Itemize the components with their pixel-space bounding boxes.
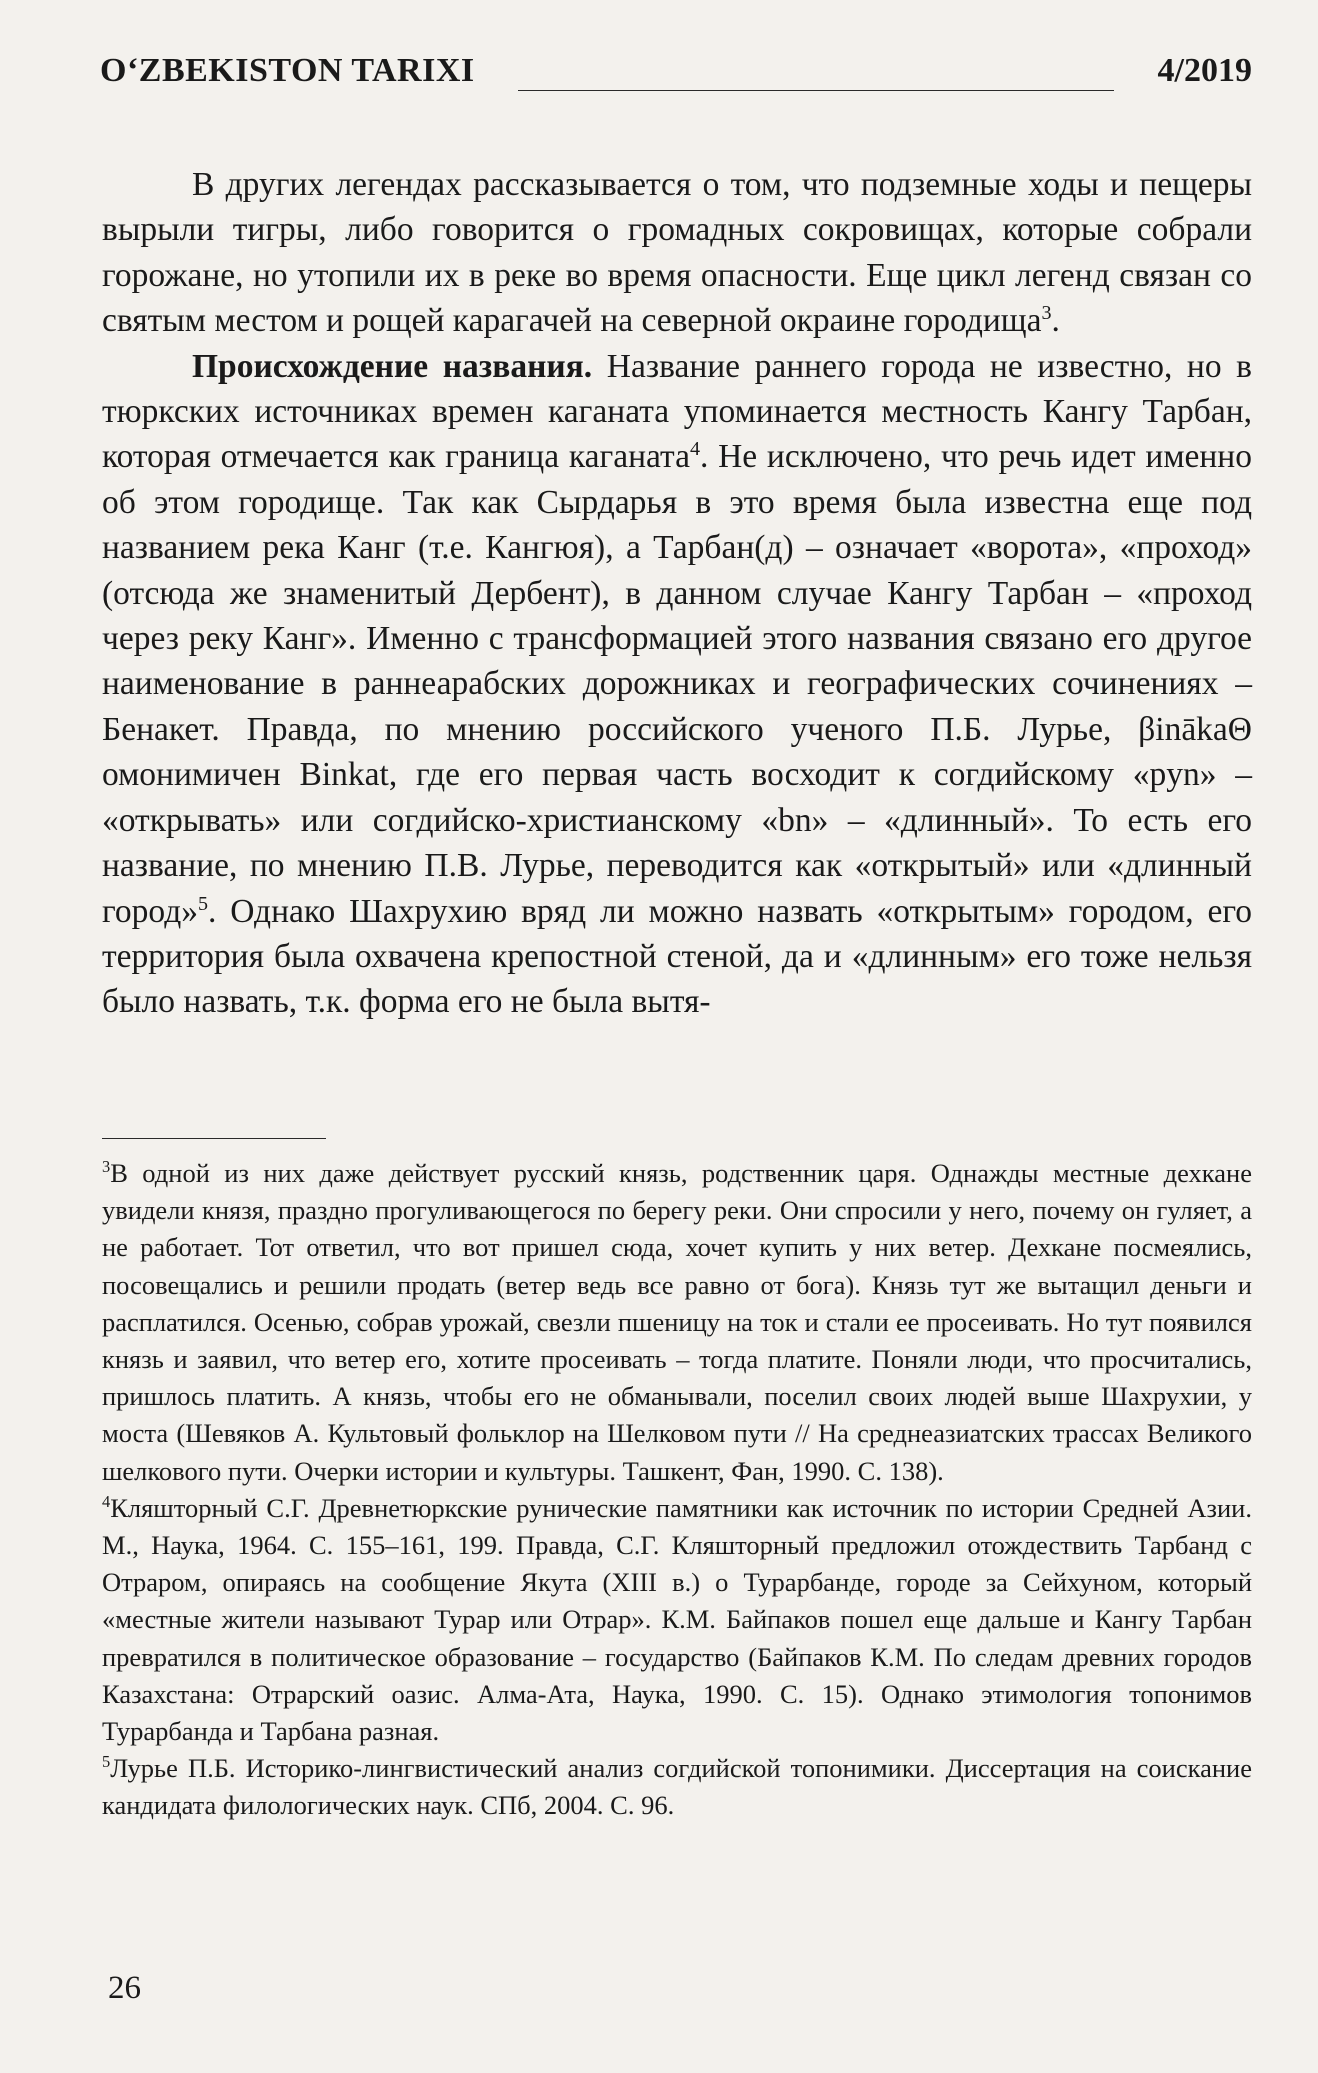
paragraph-tail: . Не исключено, что речь идет именно об этом городище. Так как Сырдарья в это время была известна еще под названием река Канг (т.е. Кангюя), а Тарбан(д) – означает «ворота», «проход» (отсюда же знаменитый Дербент), в данном случае Кангу Тарбан – «проход через реку Канг». Именно с трансформацией этого названия связано его другое наименование в раннеарабских дорожниках и географических сочинениях – Бенакет. Правда, по мнению российского ученого П.Б. Лурье, βinākaΘ омонимичен Binkat, где его первая часть восходит к согдийскому «pyn» – «открывать» или согдийско-христианскому «bn» – «длинный». То есть его название, по мнению П.В. Лурье, переводится как «открытый» или «длинный город»	[102, 438, 1252, 930]
paragraph-tail-2: . Однако Шахрухию вряд ли можно назвать «открытым» городом, его территория была охвачена крепостной стеной, да и «длинным» его тоже нельзя было назвать, т.к. форма его не была вытя-	[102, 892, 1252, 1021]
issue-number: 4/2019	[1157, 52, 1252, 89]
page-number: 26	[108, 1970, 141, 2006]
footnote-ref-3: 3	[1041, 302, 1052, 325]
footnote-ref-4: 4	[689, 438, 700, 461]
paragraph-1	[102, 162, 1252, 344]
footnote-ref-5: 5	[198, 892, 209, 915]
footnote-text: Кляшторный С.Г. Древнетюркские рунические памятники как источник по истории Средней Азии. М., Наука, 1964. С. 155–161, 199. Правда, С.Г. Кляшторный предложил отождествить Тарбанд с Отраром, опираясь на сообщение Якута (XIII в.) о Турарбанде, городе за Сейхуном, который «местные жители называют Турар или Отрар». К.М. Байпаков пошел еще дальше и Кангу Тарбан превратился в политическое образование – государство (Байпаков К.М. По следам древних городов Казахстана: Отрарский оазис. Алма-Ата, Наука, 1990. С. 15). Однако этимология топонимов Турарбанда и Тарбана разная.	[102, 1492, 1252, 1747]
main-text	[102, 162, 1252, 1025]
footnote-3	[102, 1155, 1252, 1490]
paragraph-tail: .	[1051, 302, 1060, 340]
paragraph-2	[102, 344, 1252, 1025]
footnotes	[102, 1155, 1252, 1825]
footnote-number: 4	[102, 1492, 111, 1511]
section-lead: Происхождение названия.	[192, 347, 593, 385]
footnote-text: Лурье П.Б. Историко-лингвистический анализ согдийской топонимики. Диссертация на соискание кандидата филологических наук. СПб, 2004. С. 96.	[102, 1753, 1252, 1821]
footnote-text: В одной из них даже действует русский князь, родственник царя. Однажды местные дехкане увидели князя, праздно прогуливающегося по берегу реки. Они спросили у него, почему он гуляет, а не работает. Тот ответил, что вот пришел сюда, хочет купить у них ветер. Дехкане посмеялись, посовещались и решили продать (ветер ведь все равно от бога). Князь тут же вытащил деньги и расплатился. Осенью, собрав урожай, свезли пшеницу на ток и стали ее просеивать. Но тут появился князь и заявил, что ветер его, хотите просеивать – тогда платите. Поняли люди, что просчитались, пришлось платить. А князь, чтобы его не обманывали, поселил своих людей выше Шахрухии, у моста (Шевяков А. Культовый фольклор на Шелковом пути // На среднеазиатских трассах Великого шелкового пути. Очерки истории и культуры. Ташкент, Фан, 1990. С. 138).	[102, 1158, 1252, 1486]
journal-title: O‘ZBEKISTON TARIXI	[100, 52, 475, 89]
footnote-number: 3	[102, 1157, 111, 1177]
footnote-number: 5	[102, 1752, 111, 1772]
header-rule	[518, 90, 1114, 91]
footnote-5	[102, 1750, 1252, 1824]
page-header	[100, 52, 1252, 102]
paragraph-text: Название раннего города не известно, но в тюркских источниках времен каганата упоминается местность Кангу Тарбан, которая отмечается как граница каганата	[102, 347, 1252, 476]
footnote-separator	[102, 1138, 326, 1139]
footnote-4	[102, 1490, 1252, 1750]
paragraph-text: В других легендах рассказывается о том, что подземные ходы и пещеры вырыли тигры, либо говорится о громадных сокровищах, которые собрали горожане, но утопили их в реке во время опасности. Еще цикл легенд связан со святым местом и рощей карагачей на северной окраине городища	[102, 166, 1252, 340]
